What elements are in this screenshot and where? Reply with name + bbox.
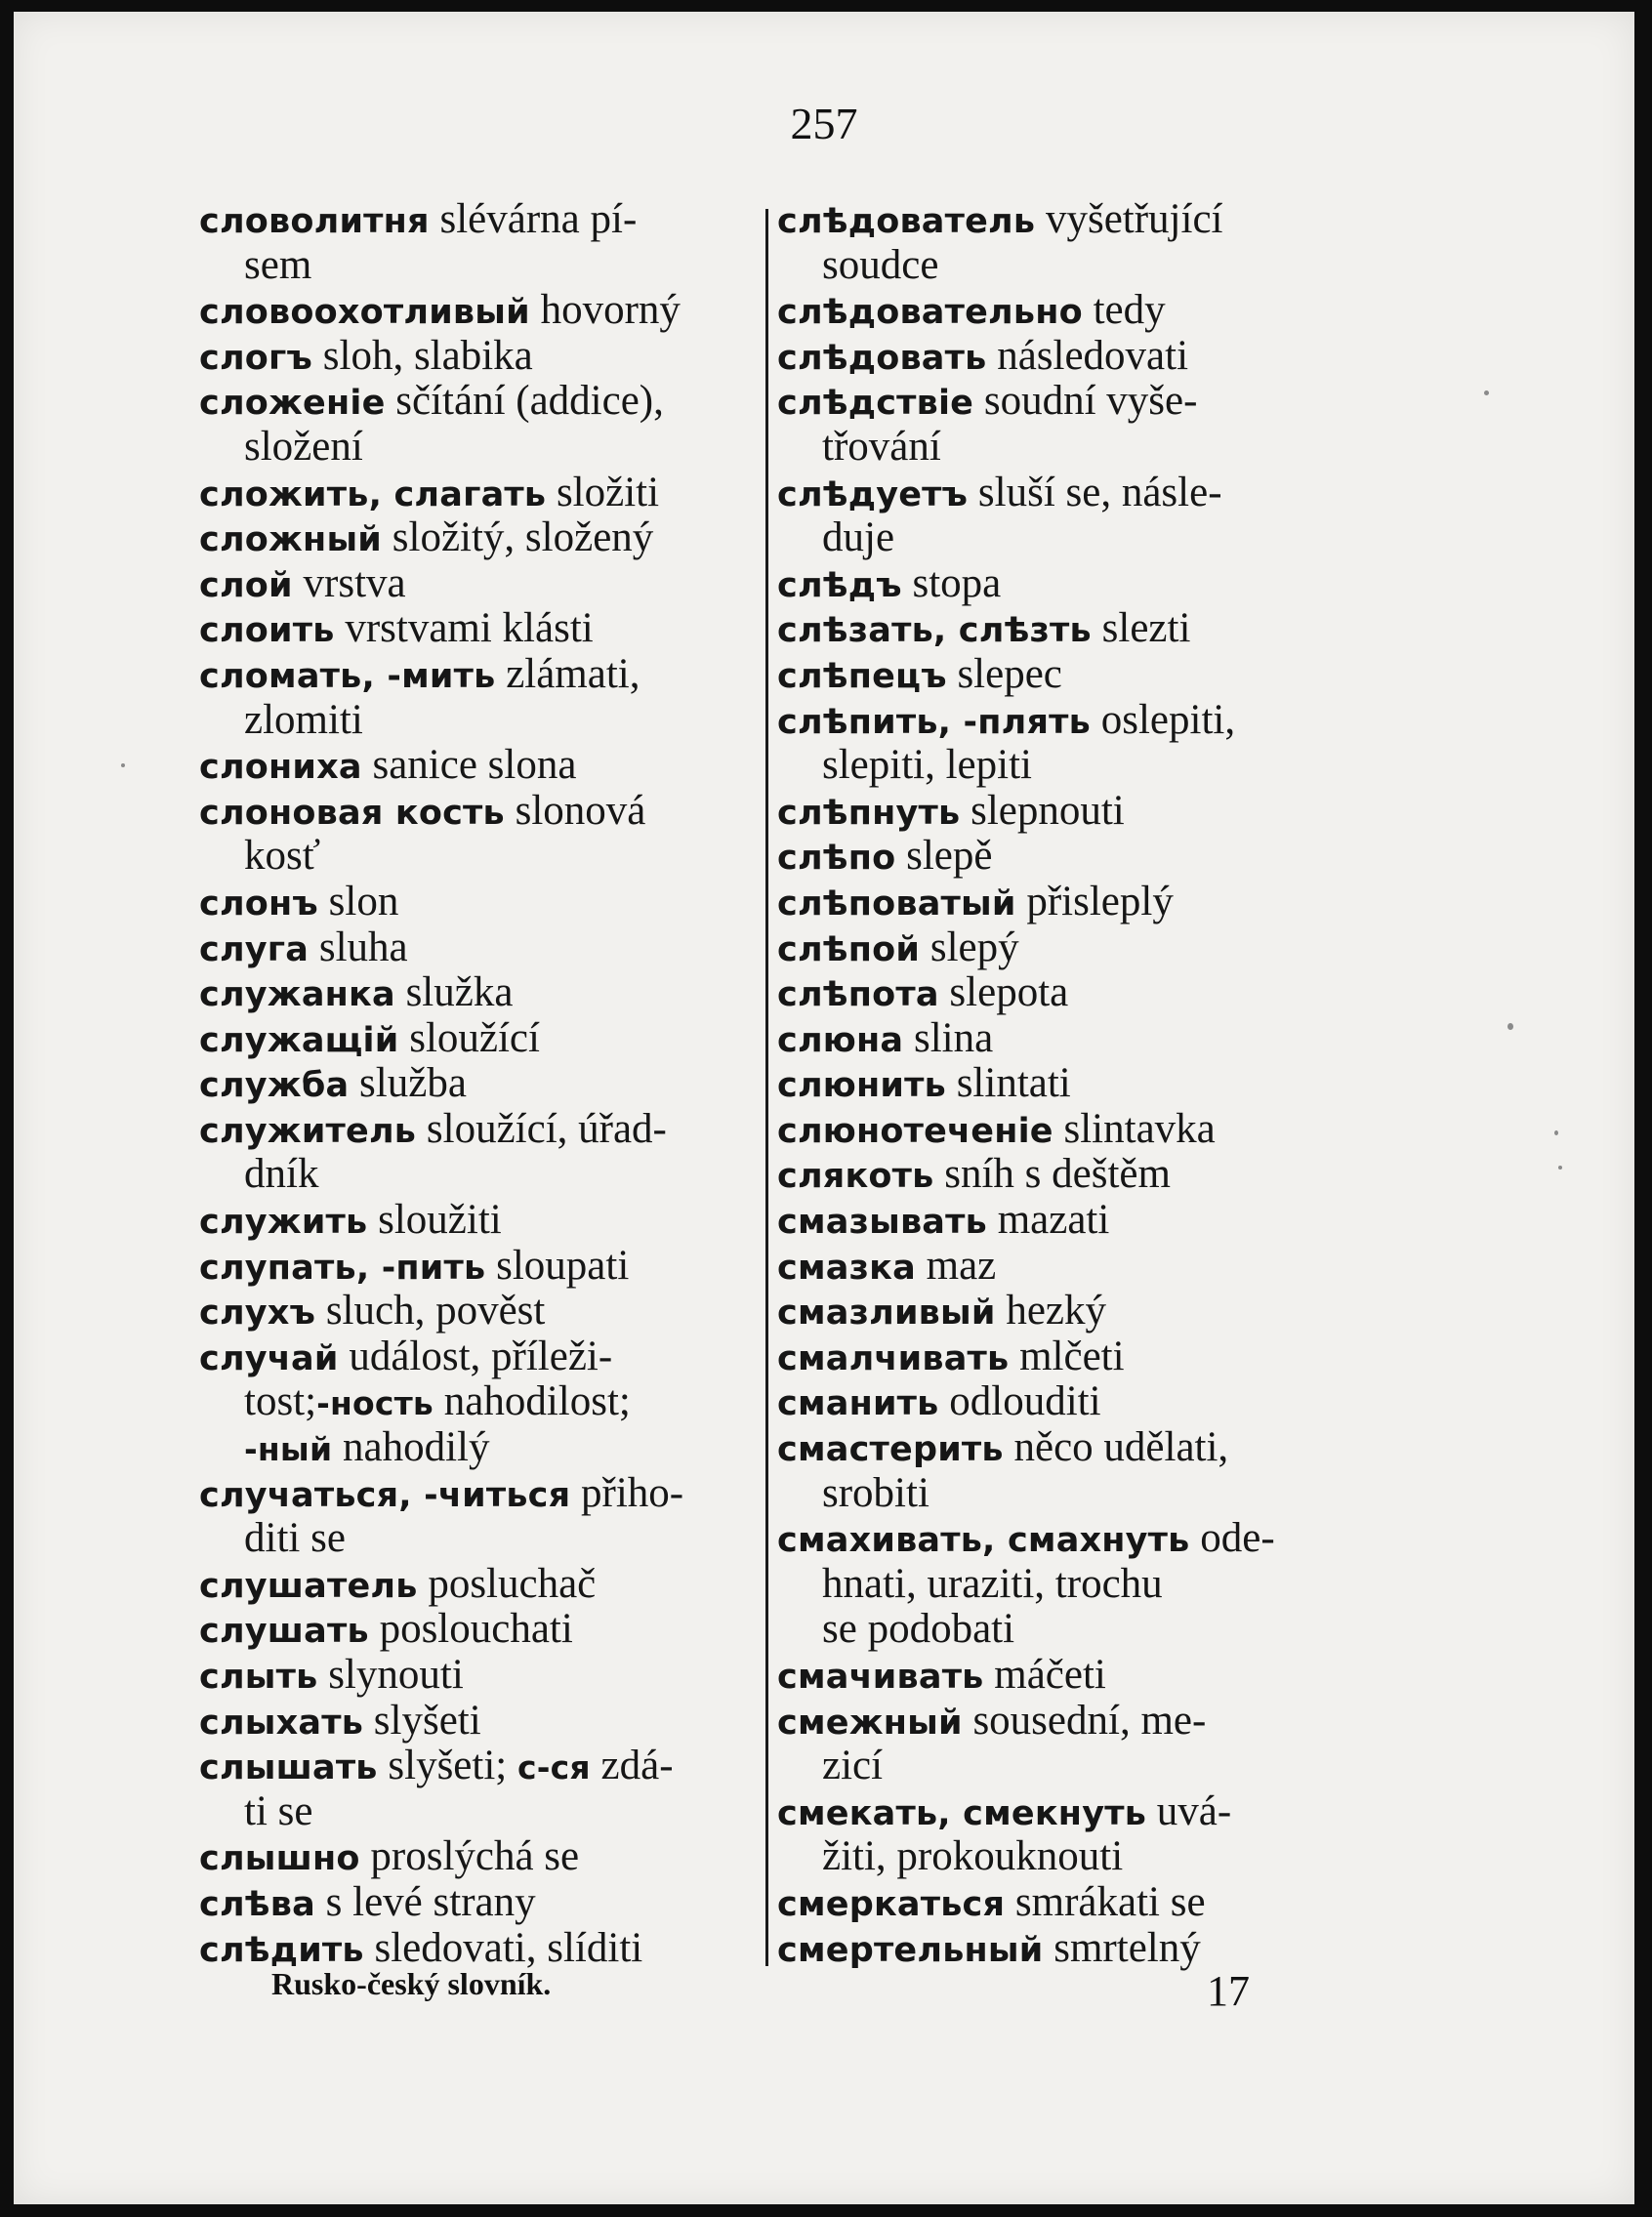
entry-line (199, 1653, 767, 1699)
dictionary-entry (777, 789, 1334, 835)
translation: složení (244, 423, 363, 470)
entry-line (199, 606, 767, 652)
headword: смалчивать (777, 1338, 1010, 1378)
headword: слѣва (199, 1884, 315, 1924)
headword: смазливый (777, 1293, 996, 1334)
dictionary-entry (777, 1289, 1334, 1334)
entry-line (777, 1152, 1334, 1198)
dictionary-entry (199, 288, 767, 334)
entry-continuation (777, 1471, 1334, 1517)
translation: mazati (986, 1197, 1110, 1244)
entry-line (199, 1926, 767, 1972)
entry-continuation (199, 1379, 767, 1425)
headword: сложный (199, 520, 383, 560)
headword: смертельный (777, 1930, 1044, 1970)
right-column (777, 197, 1334, 1971)
headword: смахивать, смахнуть (777, 1521, 1190, 1561)
dictionary-entry (199, 1289, 767, 1334)
dictionary-entry (199, 970, 767, 1016)
headword: случай (199, 1338, 339, 1378)
translation: žiti, prokouknouti (822, 1833, 1124, 1880)
translation: složitý, složený (382, 514, 654, 561)
dictionary-entry (199, 1198, 767, 1244)
entry-continuation (777, 243, 1334, 289)
dictionary-entry (777, 1244, 1334, 1290)
headword: слышать (199, 1748, 378, 1788)
translation: diti se (244, 1515, 346, 1562)
headword: слой (199, 565, 293, 605)
headword: слѣпо (777, 839, 896, 879)
entry-line (777, 1016, 1334, 1062)
headword: слѣповатый (777, 883, 1016, 924)
entry-continuation (199, 698, 767, 744)
entry-line (199, 652, 767, 698)
entry-line (199, 1880, 767, 1926)
dictionary-entry (199, 925, 767, 971)
dictionary-entry (777, 379, 1334, 470)
headword: служащій (199, 1020, 399, 1060)
headword: служить (199, 1203, 368, 1243)
paper-speck (121, 763, 125, 767)
dictionary-entry (199, 1016, 767, 1062)
translation: sem (244, 241, 312, 288)
entry-line (199, 561, 767, 607)
headword: слѣпнуть (777, 793, 961, 833)
headword: сложеніе (199, 384, 386, 424)
headword: слухъ (199, 1293, 316, 1334)
dictionary-entry (199, 1107, 767, 1198)
dictionary-entry (199, 197, 767, 288)
dictionary-entry (777, 880, 1334, 925)
dictionary-entry (199, 471, 767, 516)
headword: слякоть (777, 1157, 934, 1197)
translation: slezti (1091, 605, 1191, 652)
headword: слѣпой (777, 929, 921, 969)
translation: slepnouti (960, 787, 1125, 834)
entry-line (777, 606, 1334, 652)
entry-continuation (199, 1152, 767, 1198)
entry-continuation (777, 743, 1334, 789)
headword: слоновая кость (199, 793, 505, 833)
headword: слонъ (199, 883, 318, 924)
translation: smrtelný (1043, 1924, 1201, 1971)
dictionary-entry (777, 197, 1334, 288)
entry-line (777, 1244, 1334, 1290)
translation: sloh, slabika (312, 332, 533, 379)
headword: слыхать (199, 1703, 364, 1743)
entry-continuation (777, 1744, 1334, 1789)
headword: с-ся (516, 1748, 591, 1787)
translation: sloužiti (367, 1197, 502, 1244)
translation: soudce (822, 241, 939, 288)
headword: сломать, -мить (199, 656, 496, 696)
translation: hnati, uraziti, trochu (822, 1560, 1163, 1607)
dictionary-entry (777, 1107, 1334, 1153)
dictionary-entry (777, 334, 1334, 380)
entry-line (199, 789, 767, 835)
translation: odlouditi (938, 1378, 1101, 1425)
headword: слѣпота (777, 975, 939, 1015)
dictionary-entry (199, 1334, 767, 1471)
translation: tedy (1082, 287, 1166, 334)
translation: slon (317, 878, 399, 924)
translation: slonová (504, 787, 646, 834)
entry-line (777, 471, 1334, 516)
translation: sníh s deštěm (933, 1151, 1171, 1198)
dictionary-entry (777, 834, 1334, 880)
dictionary-entry (199, 1562, 767, 1608)
entry-continuation (777, 425, 1334, 471)
headword: смачивать (777, 1658, 984, 1697)
translation: slintati (945, 1060, 1071, 1107)
dictionary-entry (777, 606, 1334, 652)
entry-line (777, 1061, 1334, 1107)
translation: sluch, pověst (315, 1288, 546, 1334)
entry-continuation (199, 834, 767, 880)
entry-line (777, 970, 1334, 1016)
dictionary-entry (199, 789, 767, 880)
translation: zicí (822, 1743, 884, 1789)
dictionary-entry (777, 1016, 1334, 1062)
translation: vrstva (292, 559, 406, 606)
dictionary-entry (199, 379, 767, 470)
translation: něco udělati, (1003, 1424, 1229, 1471)
translation: slévárna pí- (429, 196, 638, 242)
translation: slyšeti; (377, 1743, 517, 1789)
entry-line (777, 834, 1334, 880)
dictionary-page (14, 12, 1634, 2204)
dictionary-entry (777, 1926, 1334, 1972)
entry-line (199, 471, 767, 516)
headword: смежный (777, 1703, 963, 1743)
dictionary-entry (777, 1061, 1334, 1107)
headword: -ность (316, 1384, 434, 1423)
dictionary-entry (777, 698, 1334, 789)
dictionary-entry (777, 1334, 1334, 1380)
dictionary-entry (777, 1152, 1334, 1198)
entry-line (199, 1607, 767, 1653)
translation: maz (915, 1242, 997, 1289)
headword: слѣдствіе (777, 384, 974, 424)
entry-line (199, 1562, 767, 1608)
entry-line (199, 1699, 767, 1745)
headword: слѣдуетъ (777, 474, 969, 514)
signature-number: 17 (1207, 1967, 1250, 2015)
headword: служба (199, 1066, 350, 1106)
dictionary-entry (777, 1198, 1334, 1244)
headword: смазывать (777, 1203, 987, 1243)
headword: словоохотливый (199, 293, 530, 333)
headword: сложить, слагать (199, 474, 547, 514)
entry-continuation (777, 1607, 1334, 1653)
entry-continuation (199, 243, 767, 289)
dictionary-entry (199, 334, 767, 380)
entry-line (199, 197, 767, 243)
entry-line (199, 379, 767, 425)
translation: vyšetřující (1035, 196, 1223, 242)
translation: dník (244, 1151, 319, 1198)
dictionary-entry (199, 606, 767, 652)
entry-line (777, 1379, 1334, 1425)
entry-line (777, 1289, 1334, 1334)
translation: poslouchati (368, 1606, 573, 1653)
translation: tost; (244, 1378, 317, 1425)
headword: смекать, смекнуть (777, 1793, 1147, 1833)
dictionary-entry (199, 880, 767, 925)
entry-line (199, 1016, 767, 1062)
dictionary-entry (199, 1744, 767, 1834)
dictionary-entry (777, 561, 1334, 607)
footer-title: Rusko-český slovník. (271, 1966, 552, 2001)
headword: слушать (199, 1612, 369, 1652)
headword: слѣдователь (777, 202, 1036, 241)
translation: slintavka (1053, 1105, 1216, 1152)
headword: слѣдовательно (777, 293, 1083, 333)
entry-continuation (777, 515, 1334, 561)
headword: слѣдовать (777, 338, 987, 378)
entry-line (777, 1926, 1334, 1972)
entry-line (199, 925, 767, 971)
headword: слюнотеченіе (777, 1111, 1053, 1151)
headword: смастерить (777, 1430, 1004, 1470)
headword: слѣдъ (777, 565, 902, 605)
dictionary-entry (777, 1789, 1334, 1880)
entry-line (199, 1061, 767, 1107)
headword: слыть (199, 1658, 318, 1697)
dictionary-entry (199, 1926, 767, 1972)
translation: sčítání (addice), (385, 378, 664, 425)
translation: sluha (309, 924, 408, 970)
headword: слышно (199, 1839, 360, 1879)
entry-continuation (199, 1789, 767, 1835)
translation: posluchač (417, 1560, 597, 1607)
translation: sluší se, násle- (968, 469, 1222, 515)
translation: sanice slona (361, 742, 577, 789)
entry-line (199, 288, 767, 334)
entry-line (777, 789, 1334, 835)
headword: слѣпецъ (777, 656, 947, 696)
translation: ode- (1189, 1515, 1275, 1562)
dictionary-entry (777, 1699, 1334, 1789)
translation: hezký (995, 1288, 1107, 1334)
headword: слогъ (199, 338, 313, 378)
translation: sloupati (485, 1242, 630, 1289)
headword: слѣпить, -плять (777, 702, 1091, 742)
dictionary-entry (777, 1425, 1334, 1516)
entry-line (777, 1699, 1334, 1745)
entry-line (777, 561, 1334, 607)
translation: složiti (546, 469, 660, 515)
entry-line (199, 1834, 767, 1880)
translation: ti se (244, 1787, 313, 1834)
paper-speck (1484, 390, 1489, 395)
translation: vrstvami klásti (334, 605, 594, 652)
dictionary-entry (199, 1699, 767, 1745)
translation: služka (394, 969, 514, 1016)
translation: stopa (901, 559, 1002, 606)
translation: proslýchá se (359, 1833, 580, 1880)
translation: smrákati se (1005, 1878, 1206, 1925)
paper-speck (1554, 1130, 1558, 1135)
translation: zlomiti (244, 696, 363, 743)
entry-continuation (199, 1516, 767, 1562)
entry-line (199, 970, 767, 1016)
dictionary-entry (199, 1653, 767, 1699)
page-number: 257 (790, 99, 858, 148)
translation: slepě (895, 833, 993, 880)
entry-line (777, 379, 1334, 425)
headword: слупать, -пить (199, 1248, 486, 1288)
dictionary-entry (777, 471, 1334, 561)
translation: zdá- (590, 1743, 674, 1789)
translation: přiho- (570, 1469, 684, 1516)
entry-line (199, 1244, 767, 1290)
entry-continuation (199, 1425, 767, 1471)
translation: soudní vyše- (973, 378, 1198, 425)
headword: слоить (199, 611, 335, 651)
dictionary-entry (199, 1880, 767, 1926)
translation: s levé strany (314, 1878, 536, 1925)
dictionary-entry (777, 925, 1334, 971)
headword: случаться, -читься (199, 1475, 571, 1515)
translation: slepota (938, 969, 1069, 1016)
translation: slynouti (317, 1652, 464, 1698)
entry-line (777, 197, 1334, 243)
entry-line (199, 743, 767, 789)
dictionary-entry (199, 1471, 767, 1562)
dictionary-entry (199, 1244, 767, 1290)
translation: oslepiti, (1090, 696, 1236, 743)
headword: служитель (199, 1111, 417, 1151)
dictionary-entry (777, 1516, 1334, 1653)
translation: sloužící (398, 1014, 540, 1061)
headword: слониха (199, 748, 362, 788)
headword: слюна (777, 1020, 904, 1060)
translation: přisleplý (1015, 878, 1174, 924)
paper-speck (1507, 1023, 1513, 1030)
translation: se podobati (822, 1606, 1015, 1653)
entry-line (777, 1653, 1334, 1699)
column-divider (765, 209, 768, 1966)
dictionary-entry (199, 743, 767, 789)
entry-continuation (777, 1562, 1334, 1608)
dictionary-entry (777, 1379, 1334, 1425)
headword: сманить (777, 1384, 939, 1424)
dictionary-entry (777, 970, 1334, 1016)
translation: sledovati, slíditi (363, 1924, 643, 1971)
headword: слуга (199, 929, 310, 969)
entry-continuation (777, 1834, 1334, 1880)
entry-line (777, 288, 1334, 334)
translation: hovorný (529, 287, 681, 334)
entry-line (199, 1107, 767, 1153)
entry-line (777, 1198, 1334, 1244)
dictionary-entry (777, 1653, 1334, 1699)
translation: máčeti (983, 1652, 1106, 1698)
entry-line (199, 1289, 767, 1334)
translation: slina (903, 1014, 994, 1061)
entry-line (199, 334, 767, 380)
translation: zlámati, (495, 650, 640, 697)
dictionary-entry (777, 288, 1334, 334)
entry-line (777, 1334, 1334, 1380)
entry-line (199, 880, 767, 925)
headword: слѣдить (199, 1930, 364, 1970)
dictionary-entry (777, 1880, 1334, 1926)
translation: duje (822, 514, 895, 561)
headword: слушатель (199, 1566, 418, 1606)
entry-line (777, 652, 1334, 698)
entry-line (777, 698, 1334, 744)
dictionary-entry (199, 1061, 767, 1107)
translation: slepý (920, 924, 1019, 970)
headword: смазка (777, 1248, 916, 1288)
headword: -ный (244, 1430, 333, 1469)
translation: kosť (244, 833, 321, 880)
dictionary-entry (199, 1607, 767, 1653)
entry-line (777, 1425, 1334, 1471)
entry-line (199, 1334, 767, 1380)
translation: třování (822, 423, 941, 470)
translation: slepec (946, 650, 1062, 697)
headword: служанка (199, 975, 395, 1015)
paper-speck (1558, 1166, 1562, 1170)
entry-continuation (199, 425, 767, 471)
translation: slepiti, lepiti (822, 742, 1032, 789)
translation: uvá- (1146, 1787, 1232, 1834)
translation: mlčeti (1009, 1333, 1125, 1379)
headword: смеркаться (777, 1884, 1006, 1924)
translation: událost, příleži- (338, 1333, 613, 1379)
dictionary-entry (199, 652, 767, 743)
translation: srobiti (822, 1469, 929, 1516)
entry-line (199, 1744, 767, 1789)
entry-line (777, 1516, 1334, 1562)
entry-line (199, 1198, 767, 1244)
dictionary-entry (777, 652, 1334, 698)
dictionary-entry (199, 561, 767, 607)
entry-line (199, 1471, 767, 1517)
entry-line (199, 515, 767, 561)
entry-line (777, 880, 1334, 925)
translation: sousední, me- (962, 1697, 1207, 1744)
entry-line (777, 1880, 1334, 1926)
headword: слюнить (777, 1066, 946, 1106)
translation: nahodilost; (434, 1378, 631, 1425)
translation: slyšeti (363, 1697, 481, 1744)
entry-line (777, 1107, 1334, 1153)
dictionary-entry (199, 515, 767, 561)
left-column (199, 197, 767, 1971)
headword: слѣзать, слѣзть (777, 611, 1092, 651)
entry-line (777, 1789, 1334, 1835)
translation: služba (349, 1060, 467, 1107)
dictionary-entry (199, 1834, 767, 1880)
translation: následovati (986, 332, 1189, 379)
entry-line (777, 334, 1334, 380)
entry-line (777, 925, 1334, 971)
headword: словолитня (199, 202, 430, 241)
translation: nahodilý (332, 1424, 490, 1471)
translation: sloužící, úřad- (416, 1105, 667, 1152)
